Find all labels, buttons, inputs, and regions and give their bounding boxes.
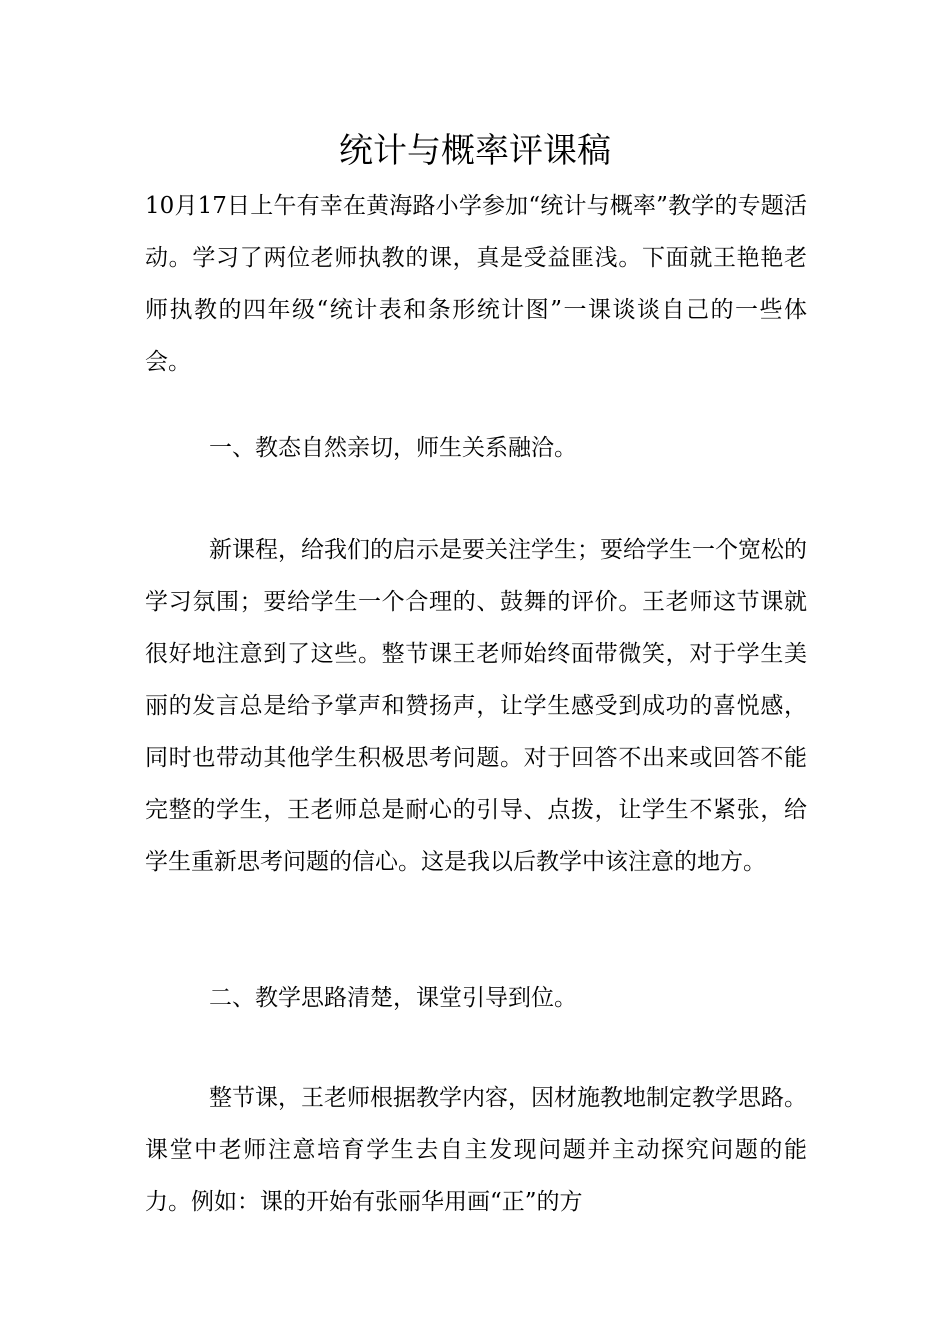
section-paragraph-2: 整节课，王老师根据教学内容，因材施教地制定教学思路。课堂中老师注意培育学生去自主发现问题并主动探究问题的能力。例如：课的开始有张丽华用画“正”的方 <box>145 1085 807 1215</box>
section-paragraph-1: 新课程，给我们的启示是要关注学生；要给学生一个宽松的学习氛围；要给学生一个合理的、鼓舞的评价。王老师这节课就很好地注意到了这些。整节课王老师始终面带微笑，对于学生美丽的发言总是给予掌声和赞扬声，让学生感受到成功的喜悦感，同时也带动其他学生积极思考问题。对于回答不出来或回答不能完整的学生，王老师总是耐心的引导、点拨，让学生不紧张，给学生重新思考问题的信心。这是我以后教学中该注意的地方。 <box>145 537 807 875</box>
intro-paragraph: 10月17日上午有幸在黄海路小学参加“统计与概率”教学的专题活动。学习了两位老师执教的课，真是受益匪浅。下面就王艳艳老师执教的四年级“统计表和条形统计图”一课谈谈自己的一些体会。 <box>145 193 807 375</box>
section-heading-1: 一、教态自然亲切，师生关系融洽。 <box>209 435 577 461</box>
document-title: 统计与概率评课稿 <box>339 131 611 171</box>
section-heading-2: 二、教学思路清楚，课堂引导到位。 <box>209 985 577 1011</box>
